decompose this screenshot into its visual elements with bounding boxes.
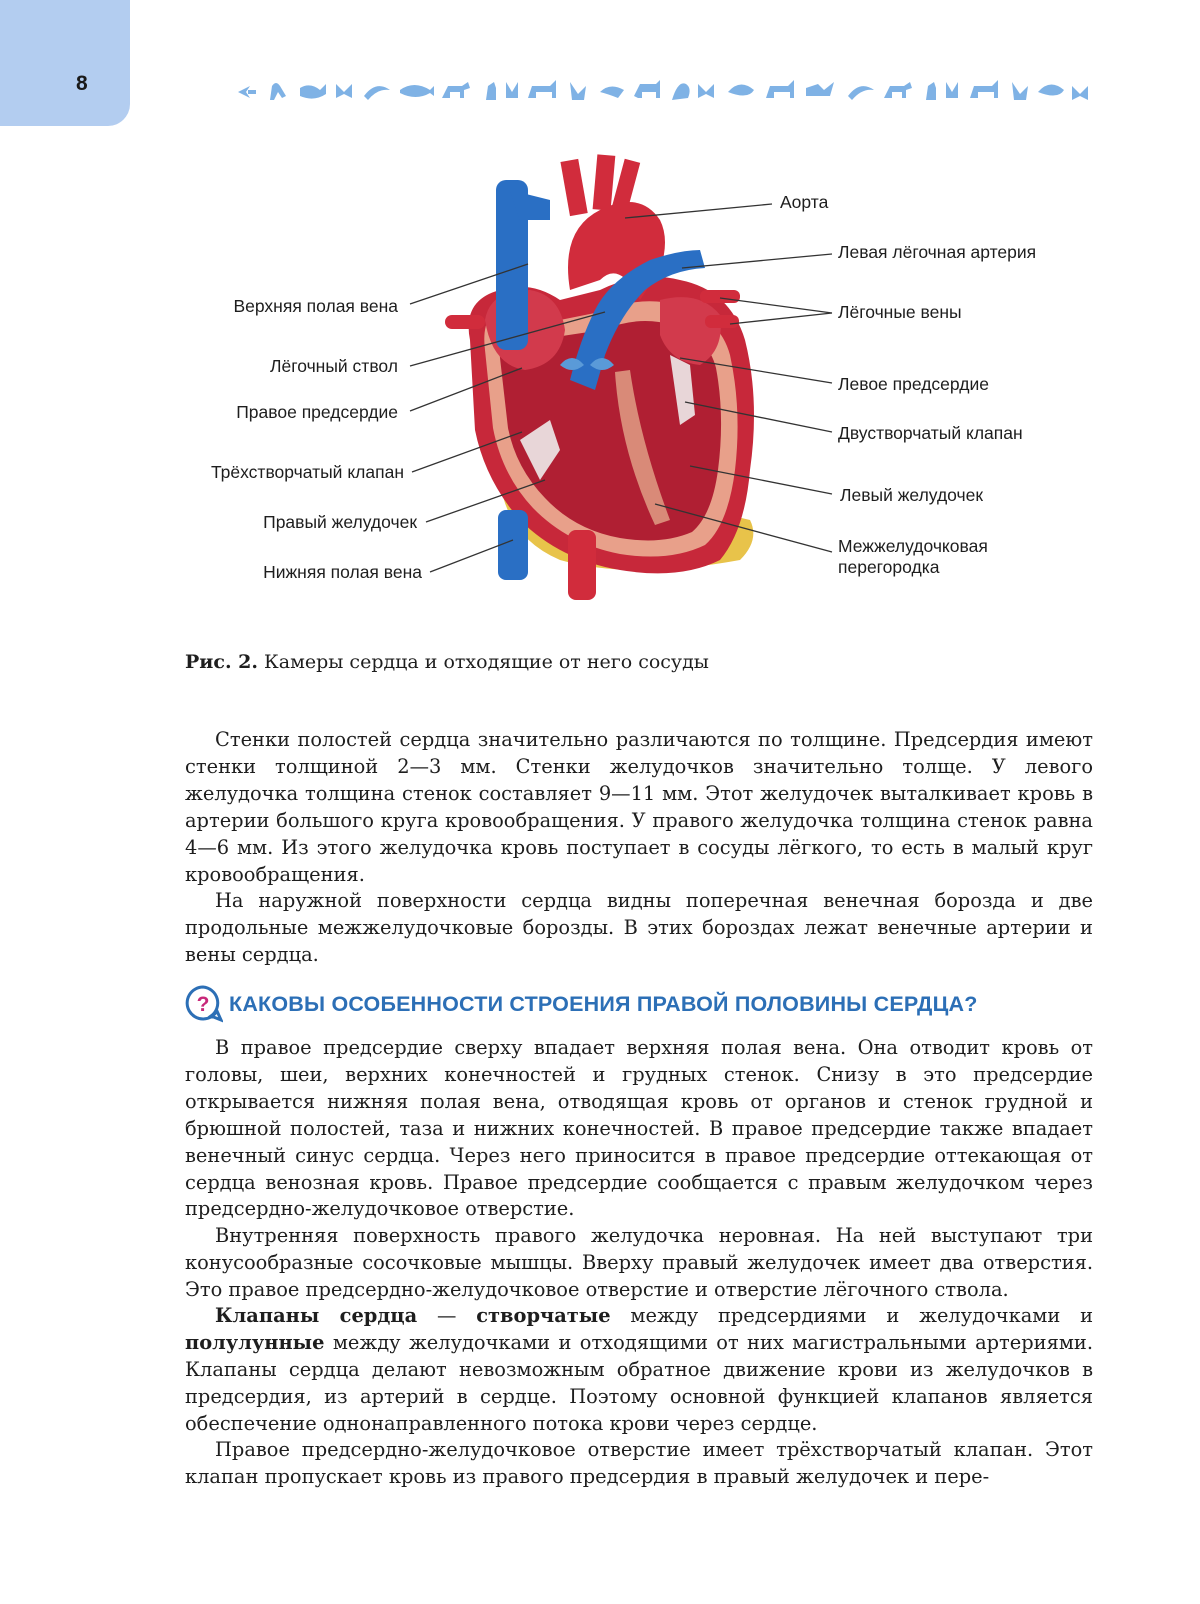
label-right-ventricle: Правый желудочек: [263, 512, 417, 532]
label-bicuspid-valve: Двустворчатый клапан: [838, 423, 1023, 443]
label-pulmonary-trunk: Лёгочный ствол: [270, 356, 398, 376]
page-number-tab: [0, 0, 130, 126]
paragraph-wall-thickness: Стенки полостей сердца значительно различаются по толщине. Предсердия имеют стенки толщиной 2—3 мм. Стенки желудочков значительно толще. У левого желудочка толщина стенок составляет 9—11 мм. Этот желудочек выталкивает кровь в артерии большого круга кровообращения. У правого желудочка толщина стенок равна 4—6 мм. Из этого желудочка кровь поступает в сосуды лёгкого, то есть в малый круг кровообращения.: [185, 728, 1093, 886]
label-pulmonary-veins: Лёгочные вены: [838, 302, 962, 322]
label-tricuspid-valve: Трёхстворчатый клапан: [210, 462, 404, 482]
section-heading: [183, 984, 978, 1024]
animal-silhouettes-icon: [236, 74, 1096, 108]
caption-prefix: Рис. 2.: [185, 651, 259, 673]
paragraph-coronary-grooves: На наружной поверхности сердца видны поперечная венечная борозда и две продольные межжелудочковые борозды. В этих бороздах лежат венечные артерии и вены сердца.: [185, 889, 1093, 966]
label-septum-line1: Межжелудочковая: [838, 536, 988, 556]
label-right-atrium: Правое предсердие: [236, 402, 398, 422]
paragraph-right-ventricle: Внутренняя поверхность правого желудочка неровная. На ней выступают три конусообразные сосочковые мышцы. Вверху правый желудочек имеет два отверстия. Это правое предсердно-желудочковое отверстие и отверстие лёгочного ствола.: [185, 1224, 1093, 1301]
page-number: 8: [76, 72, 88, 95]
caption-text: Камеры сердца и отходящие от него сосуды: [258, 651, 709, 673]
label-septum-line2: перегородка: [838, 557, 940, 577]
paragraph-right-atrium: В правое предсердие сверху впадает верхняя полая вена. Она отводит кровь от головы, шеи, верхних конечностей и грудных стенок. Снизу в это предсердие открывается нижняя полая вена, отводящая кровь от органов и стенок грудной и брюшной полостей, таза и нижних конечностей. В правое предсердие также впадает венечный синус сердца. Через него приносится в правое предсердие оттекающая от сердца венозная кровь. Правое предсердие сообщается с правым желудочком через предсердно-желудочковое отверстие.: [185, 1036, 1093, 1221]
term-cuspid: створчатые: [476, 1304, 611, 1327]
figure-caption: [185, 651, 709, 673]
heart-figure: [200, 140, 1080, 620]
p5-text-b: между желудочками и отходящими от них магистральными артериями. Клапаны сердца делают невозможным обратное движение крови из желудочков в предсердия, из артерий в сердце. Поэтому основной функцией клапанов является обеспечение однонаправленного потока крови через сердце.: [185, 1330, 1093, 1435]
svg-text:?: ?: [196, 993, 210, 1016]
paragraph-heart-valves: [185, 1303, 1093, 1438]
label-inferior-vena-cava: Нижняя полая вена: [263, 562, 422, 582]
label-superior-vena-cava: Верхняя полая вена: [233, 296, 398, 316]
paragraph-tricuspid-valve: Правое предсердно-желудочковое отверстие имеет трёхстворчатый клапан. Этот клапан пропускает кровь из правого предсердия в правый желудочек и пере-: [185, 1438, 1093, 1488]
label-left-ventricle: Левый желудочек: [840, 485, 984, 505]
term-heart-valves: Клапаны сердца: [215, 1304, 418, 1327]
question-bubble-icon: [183, 984, 223, 1024]
section-title: КАКОВЫ ОСОБЕННОСТИ СТРОЕНИЯ ПРАВОЙ ПОЛОВИНЫ СЕРДЦА?: [229, 991, 978, 1016]
term-semilunar: полулунные: [185, 1330, 325, 1354]
label-aorta: Аорта: [780, 192, 829, 212]
p5-dash: —: [417, 1304, 477, 1327]
p5-text-a: между предсердиями и желудочками и: [610, 1304, 1094, 1327]
label-left-atrium: Левое предсердие: [838, 374, 989, 394]
label-left-pulmonary-artery: Левая лёгочная артерия: [838, 242, 1037, 262]
